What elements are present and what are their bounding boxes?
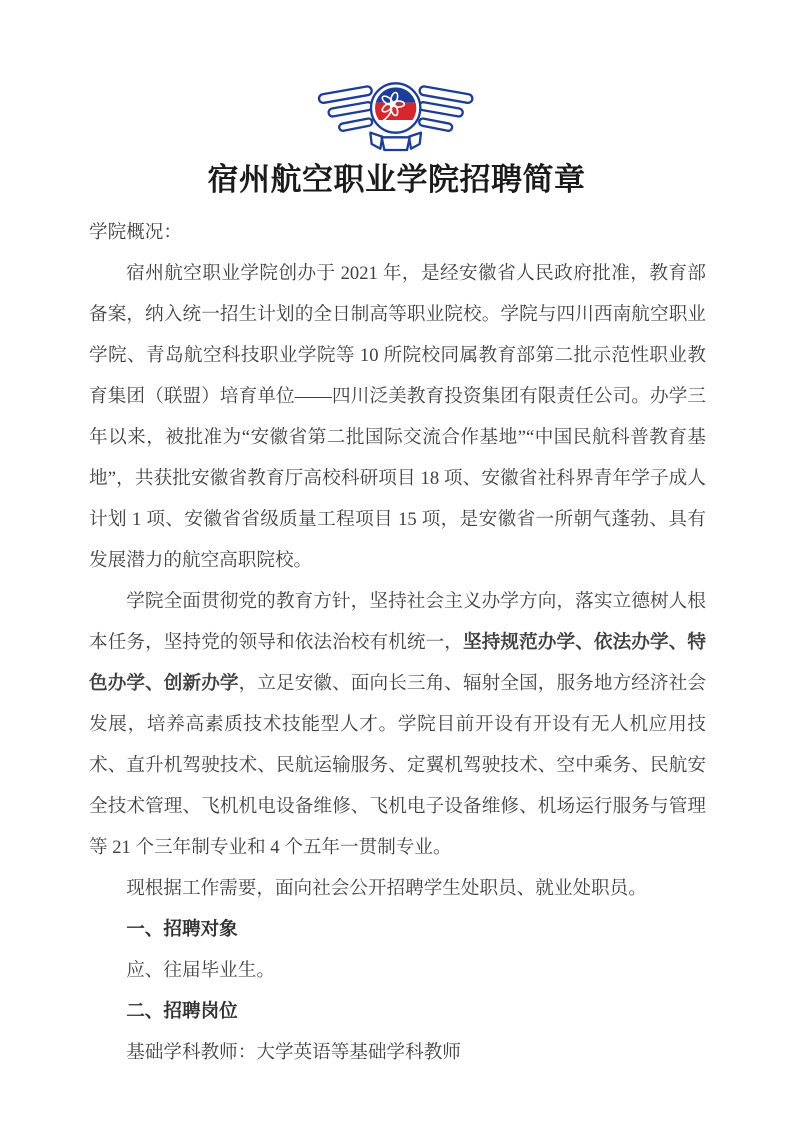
line-basic-subject-teacher: 基础学科教师：大学英语等基础学科教师 [126, 1042, 461, 1063]
paragraph-education-policy [89, 581, 706, 868]
emblem-banner [370, 133, 421, 150]
section-label-overview: 学院概况： [89, 222, 182, 243]
para2-bold-run: 坚持规范办学、依法办学、特色办学、创新办学 [89, 632, 706, 694]
college-emblem-icon [317, 81, 477, 155]
left-wing [318, 86, 372, 132]
para2-text-2: ，立足安徽、面向长三角、辐射全国，服务地方经济社会发展，培养高素质技术技能型人才。学院目前开设有开设有无人机应用技术、直升机驾驶技术、民航运输服务、定翼机驾驶技术、空中乘务、民航安全技术管理、飞机机电设备维修、飞机电子设备维修、机场运行服务与管理等 21 个三年制专业和 4 个五年一贯制专业。 [89, 673, 706, 858]
document-title: 宿州航空职业学院招聘简章 [207, 162, 586, 197]
right-wing [418, 86, 472, 132]
document-body [89, 212, 706, 1073]
line-recruitment-target: 应、往届毕业生。 [126, 960, 275, 981]
college-emblem-svg [317, 81, 477, 155]
heading-recruitment-target: 一、招聘对象 [126, 919, 238, 940]
paragraph-college-intro: 宿州航空职业学院创办于 2021 年，是经安徽省人民政府批准，教育部备案，纳入统一招生计划的全日制高等职业院校。学院与四川西南航空职业学院、青岛航空科技职业学院等 10 所院校同属教育部第二批示范性职业教育集团（联盟）培育单位——四川泛美教育投资集团有限责任公司。办学三年以来，被批准为“安徽省第二批国际交流合作基地”“中国民航科普教育基地”，共获批安徽省教育厅高校科研项目 18 项、安徽省社科界青年学子成人计划 1 项、安徽省省级质量工程项目 15 项，是安徽省一所朝气蓬勃、具有发展潜力的航空高职院校。 [89, 263, 706, 571]
para2-text-1: 学院全面贯彻党的教育方针，坚持社会主义办学方向，落实立德树人根本任务，坚持党的领导和依法治校有机统一， [89, 591, 706, 653]
heading-recruitment-positions: 二、招聘岗位 [126, 1001, 238, 1022]
paragraph-recruitment-intro: 现根据工作需要，面向社会公开招聘学生处职员、就业处职员。 [126, 878, 647, 899]
